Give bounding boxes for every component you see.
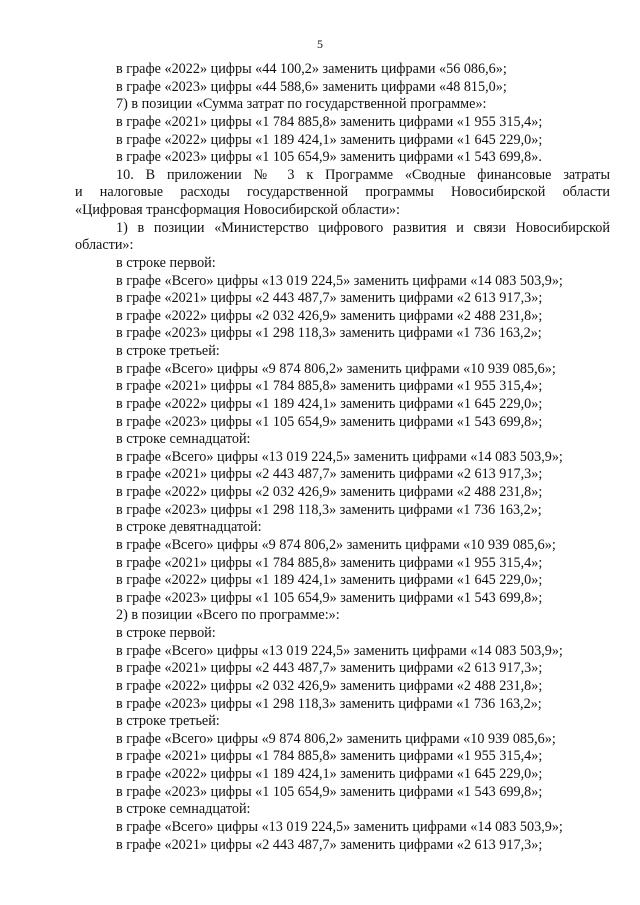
text-line: 1) в позиции «Министерство цифрового развития и связи Новосибирской [116, 219, 610, 236]
text-line: в графе «2023» цифры «1 105 654,9» заменить цифрами «1 543 699,8»; [116, 589, 543, 606]
text-line: в графе «2021» цифры «2 443 487,7» заменить цифрами «2 613 917,3»; [116, 290, 543, 307]
text-line: в графе «2022» цифры «2 032 426,9» заменить цифрами «2 488 231,8»; [116, 484, 543, 500]
text-line: в графе «2021» цифры «1 784 885,8» заменить цифрами «1 955 315,4»; [116, 554, 543, 571]
text-line: в графе «2022» цифры «1 189 424,1» заменить цифрами «1 645 229,0»; [116, 395, 543, 412]
text-line: в строке первой: [116, 625, 216, 641]
text-line: в строке девятнадцатой: [116, 519, 262, 536]
text-line: в графе «Всего» цифры «13 019 224,5» заменить цифрами «14 083 503,9»; [116, 272, 563, 289]
text-line: в строке третьей: [116, 343, 220, 359]
text-line: в графе «2023» цифры «1 105 654,9» заменить цифрами «1 543 699,8». [116, 149, 542, 166]
text-line: 2) в позиции «Всего по программе:»: [116, 607, 340, 624]
text-line: области»: [75, 237, 134, 254]
text-line: в графе «Всего» цифры «13 019 224,5» заменить цифрами «14 083 503,9»; [116, 818, 563, 835]
paragraph-heading-line: «Цифровая трансформация Новосибирской области»: [75, 202, 400, 218]
text-line: в графе «2023» цифры «1 298 118,3» заменить цифрами «1 736 163,2»; [116, 695, 542, 712]
text-line: в графе «2022» цифры «2 032 426,9» заменить цифрами «2 488 231,8»; [116, 307, 543, 324]
text-line: в графе «2023» цифры «1 105 654,9» заменить цифрами «1 543 699,8»; [116, 413, 543, 430]
text-line: в графе «2022» цифры «1 189 424,1» заменить цифрами «1 645 229,0»; [116, 572, 543, 589]
text-line: в графе «2023» цифры «1 105 654,9» заменить цифрами «1 543 699,8»; [116, 783, 543, 800]
text-line: в графе «Всего» цифры «9 874 806,2» заменить цифрами «10 939 085,6»; [116, 360, 556, 377]
text-line: в графе «2023» цифры «1 298 118,3» заменить цифрами «1 736 163,2»; [116, 325, 542, 342]
text-line: в графе «2021» цифры «1 784 885,8» заменить цифрами «1 955 315,4»; [116, 748, 543, 765]
text-line: в графе «Всего» цифры «13 019 224,5» заменить цифрами «14 083 503,9»; [116, 448, 563, 465]
text-line: в строке семнадцатой: [116, 801, 251, 818]
text-line: в графе «2021» цифры «2 443 487,7» заменить цифрами «2 613 917,3»; [116, 836, 543, 853]
text-line: в строке третьей: [116, 713, 220, 730]
text-line: в графе «2022» цифры «1 189 424,1» заменить цифрами «1 645 229,0»; [116, 766, 543, 782]
text-line: в графе «2023» цифры «1 298 118,3» заменить цифрами «1 736 163,2»; [116, 501, 542, 518]
text-line: в графе «2021» цифры «1 784 885,8» заменить цифрами «1 955 315,4»; [116, 378, 543, 395]
text-line: в графе «Всего» цифры «13 019 224,5» заменить цифрами «14 083 503,9»; [116, 642, 563, 659]
text-line: в графе «Всего» цифры «9 874 806,2» заменить цифрами «10 939 085,6»; [116, 536, 556, 553]
text-line: в графе «2023» цифры «44 588,6» заменить цифрами «48 815,0»; [116, 78, 507, 95]
text-line: в графе «2022» цифры «44 100,2» заменить цифрами «56 086,6»; [116, 61, 507, 77]
text-line: в графе «2021» цифры «2 443 487,7» заменить цифрами «2 613 917,3»; [116, 466, 543, 483]
paragraph-heading-line: 10. В приложении № 3 к Программе «Сводные финансовые затраты [116, 166, 610, 183]
text-line: в строке семнадцатой: [116, 431, 251, 448]
text-line: 7) в позиции «Сумма затрат по государственной программе»: [116, 96, 487, 113]
document-body [75, 61, 610, 854]
text-line: в графе «2022» цифры «2 032 426,9» заменить цифрами «2 488 231,8»; [116, 677, 543, 694]
text-line: в графе «2022» цифры «1 189 424,1» заменить цифрами «1 645 229,0»; [116, 131, 543, 148]
text-line: в строке первой: [116, 254, 216, 271]
text-line: в графе «2021» цифры «2 443 487,7» заменить цифрами «2 613 917,3»; [116, 660, 543, 677]
page-number: 5 [317, 37, 323, 51]
text-line: в графе «2021» цифры «1 784 885,8» заменить цифрами «1 955 315,4»; [116, 113, 543, 130]
text-line: в графе «Всего» цифры «9 874 806,2» заменить цифрами «10 939 085,6»; [116, 730, 556, 747]
paragraph-heading-line: и налоговые расходы государственной программы Новосибирской области [75, 184, 610, 201]
